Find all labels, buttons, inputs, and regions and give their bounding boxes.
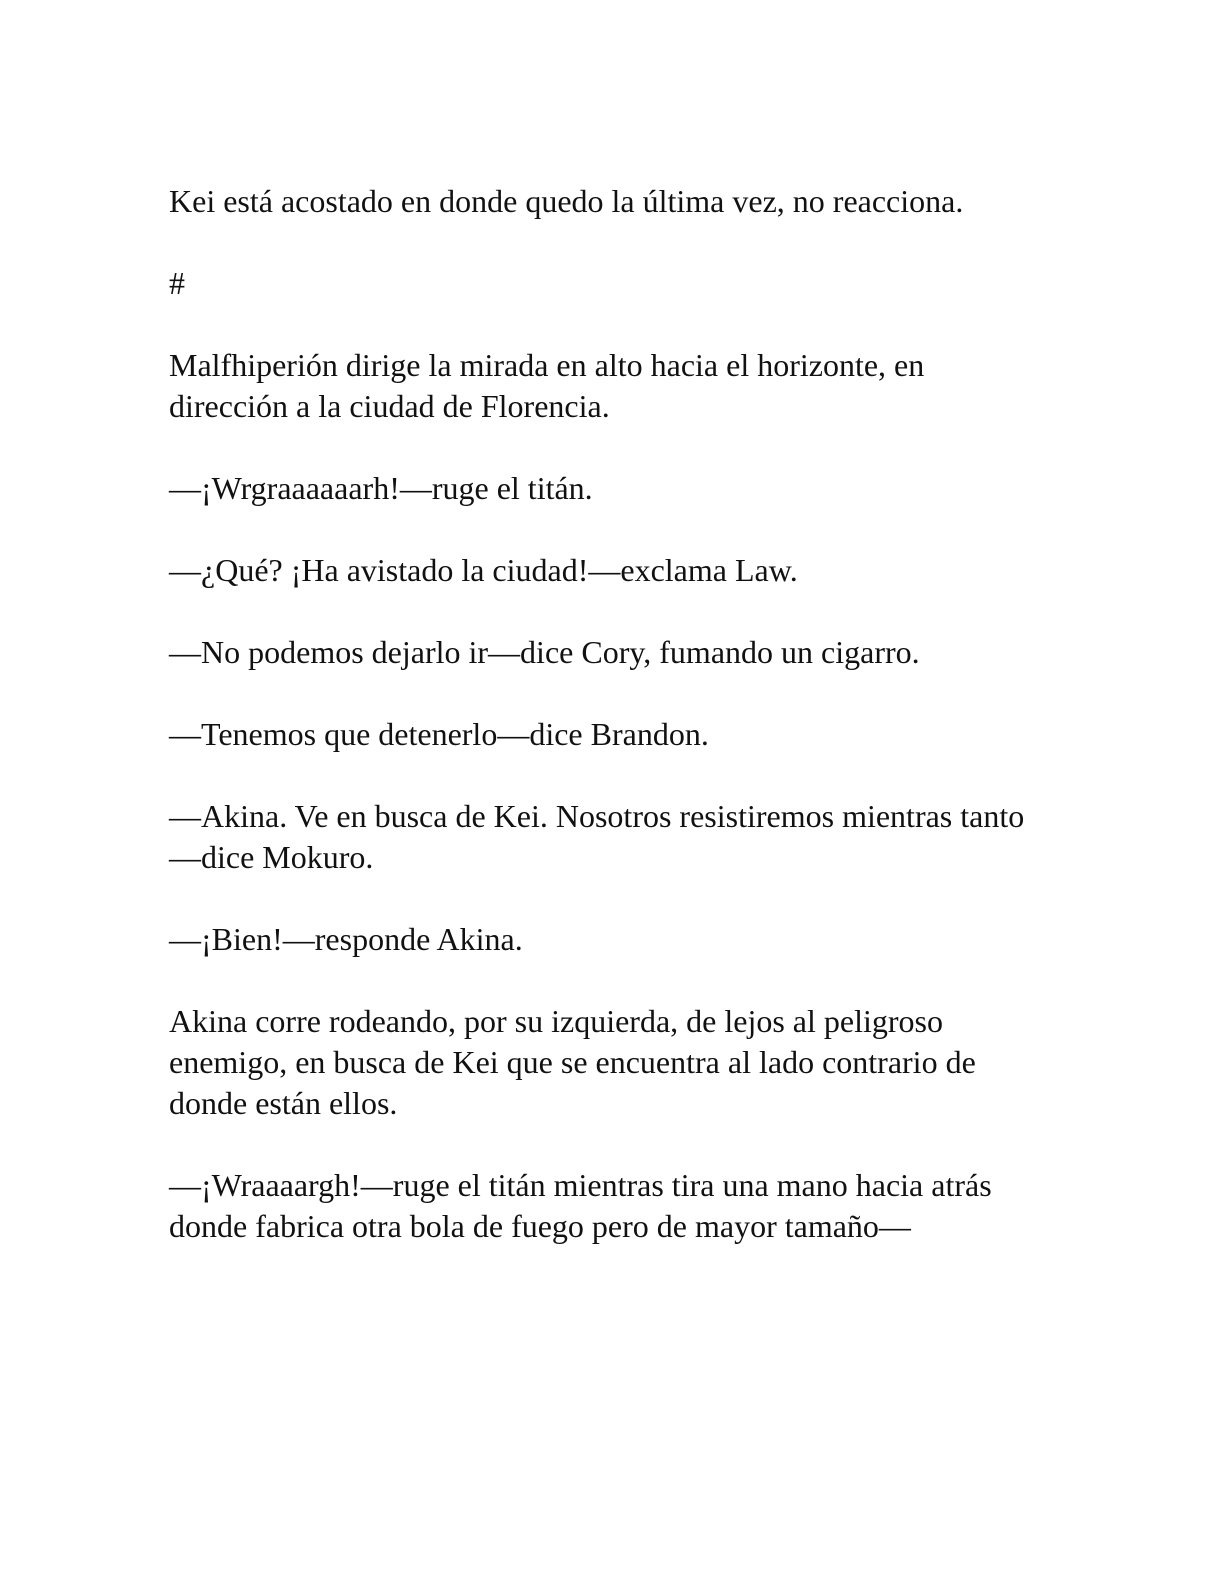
paragraph-narration: Malfhiperión dirige la mirada en alto hacia el horizonte, en dirección a la ciudad de Florencia.: [169, 347, 925, 424]
paragraph-dialogue: —¡Wraaaargh!—ruge el titán mientras tira una mano hacia atrás donde fabrica otra bola de fuego pero de mayor tamaño—: [169, 1167, 992, 1244]
paragraph-dialogue: —¡Wrgraaaaaarh!—ruge el titán.: [169, 470, 593, 506]
paragraph-narration: Kei está acostado en donde quedo la última vez, no reacciona.: [169, 183, 964, 219]
paragraph-narration: Akina corre rodeando, por su izquierda, de lejos al peligroso enemigo, en busca de Kei que se encuentra al lado contrario de donde están ellos.: [169, 1003, 976, 1121]
section-break: #: [169, 265, 185, 301]
paragraph-dialogue: —No podemos dejarlo ir—dice Cory, fumando un cigarro.: [169, 634, 920, 670]
paragraph-dialogue: —Akina. Ve en busca de Kei. Nosotros resistiremos mientras tanto—dice Mokuro.: [169, 798, 1025, 875]
paragraph-dialogue: —¡Bien!—responde Akina.: [169, 921, 523, 957]
paragraph-dialogue: —¿Qué? ¡Ha avistado la ciudad!—exclama Law.: [169, 552, 798, 588]
paragraph-dialogue: —Tenemos que detenerlo—dice Brandon.: [169, 716, 709, 752]
document-body: [169, 181, 1049, 1288]
